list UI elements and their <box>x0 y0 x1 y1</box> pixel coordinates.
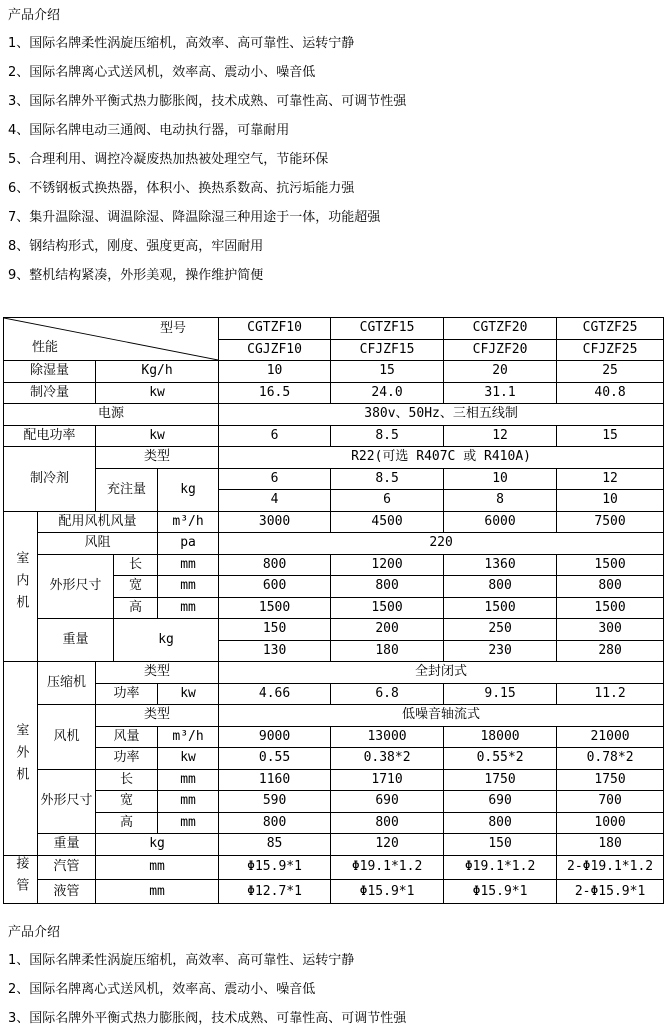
spec-value: 21000 <box>557 726 664 748</box>
spec-table <box>3 317 664 904</box>
spec-value: 6.8 <box>331 683 444 705</box>
table-row <box>4 855 664 879</box>
spec-value: 18000 <box>444 726 557 748</box>
spec-value: 9.15 <box>444 683 557 705</box>
spec-value: 0.55 <box>219 748 331 770</box>
spec-value: 15 <box>331 361 444 383</box>
model-name: CFJZF15 <box>331 339 444 361</box>
spec-unit: mm <box>158 791 219 813</box>
spec-value: 10 <box>444 468 557 490</box>
table-row <box>4 554 664 576</box>
spec-label: 类型 <box>96 705 219 727</box>
footer-feature-item-1: 1、国际名牌柔性涡旋压缩机，高效率、高可靠性、运转宁静 <box>8 953 355 968</box>
table-row <box>4 447 664 469</box>
spec-value: Φ12.7*1 <box>219 879 331 903</box>
spec-value: 2-Φ19.1*1.2 <box>557 855 664 879</box>
spec-unit: kg <box>96 834 219 856</box>
spec-value: 1160 <box>219 769 331 791</box>
spec-label: 功率 <box>96 748 158 770</box>
table-row <box>4 834 664 856</box>
spec-value: 4.66 <box>219 683 331 705</box>
spec-value: 6 <box>331 490 444 512</box>
footer-feature-item-3: 3、国际名牌外平衡式热力膨胀阀，技术成熟、可靠性高、可调节性强 <box>8 1011 407 1026</box>
spec-value: 6 <box>219 468 331 490</box>
spec-value: 1500 <box>557 554 664 576</box>
spec-value: 85 <box>219 834 331 856</box>
spec-label: 制冷量 <box>4 382 96 404</box>
spec-unit: mm <box>158 769 219 791</box>
spec-label: 汽管 <box>38 855 96 879</box>
spec-value: 6 <box>219 425 331 447</box>
spec-value: 8.5 <box>331 468 444 490</box>
table-row <box>4 533 664 555</box>
spec-unit: pa <box>158 533 219 555</box>
spec-value: 700 <box>557 791 664 813</box>
model-name: CFJZF25 <box>557 339 664 361</box>
spec-unit: m³/h <box>158 726 219 748</box>
table-row <box>4 769 664 791</box>
spec-value: 800 <box>219 554 331 576</box>
table-row <box>4 382 664 404</box>
table-row <box>4 748 664 770</box>
feature-item-5: 5、合理利用、调控冷凝废热加热被处理空气，节能环保 <box>8 152 329 167</box>
spec-value: 1500 <box>444 597 557 619</box>
table-row <box>4 662 664 684</box>
feature-item-1: 1、国际名牌柔性涡旋压缩机，高效率、高可靠性、运转宁静 <box>8 36 355 51</box>
spec-value: 10 <box>219 361 331 383</box>
intro-section <box>8 7 406 296</box>
spec-value: 1200 <box>331 554 444 576</box>
model-name: CGTZF25 <box>557 318 664 340</box>
model-name: CGTZF10 <box>219 318 331 340</box>
spec-value: 280 <box>557 640 664 662</box>
table-row <box>4 425 664 447</box>
spec-unit: mm <box>96 855 219 879</box>
spec-unit: Kg/h <box>96 361 219 383</box>
spec-unit: mm <box>96 879 219 903</box>
model-name: CGTZF20 <box>444 318 557 340</box>
spec-value: 1500 <box>219 597 331 619</box>
spec-value: 2-Φ15.9*1 <box>557 879 664 903</box>
spec-unit: kw <box>158 683 219 705</box>
spec-value: 20 <box>444 361 557 383</box>
spec-unit: mm <box>158 554 219 576</box>
spec-value: 4500 <box>331 511 444 533</box>
spec-value: 10 <box>557 490 664 512</box>
spec-value: 800 <box>444 812 557 834</box>
table-row <box>4 468 664 490</box>
feature-item-9: 9、整机结构紧凑，外形美观，操作维护简便 <box>8 268 264 283</box>
spec-value: 380v、50Hz、三相五线制 <box>219 404 664 426</box>
feature-item-6: 6、不锈钢板式换热器，体积小、换热系数高、抗污垢能力强 <box>8 181 355 196</box>
spec-label: 充注量 <box>96 468 158 511</box>
model-name: CGTZF15 <box>331 318 444 340</box>
spec-value: 300 <box>557 619 664 641</box>
footer-feature-item-2: 2、国际名牌离心式送风机，效率高、震动小、噪音低 <box>8 982 316 997</box>
spec-value: 800 <box>444 576 557 598</box>
spec-label: 电源 <box>4 404 219 426</box>
table-row <box>4 511 664 533</box>
group-label-text: 室内机 <box>13 551 29 618</box>
spec-label: 类型 <box>96 662 219 684</box>
spec-value: 0.55*2 <box>444 748 557 770</box>
spec-value: 9000 <box>219 726 331 748</box>
spec-label: 风机 <box>38 705 96 770</box>
spec-value: 800 <box>219 812 331 834</box>
group-label-text: 接管 <box>13 855 29 900</box>
feature-item-2: 2、国际名牌离心式送风机，效率高、震动小、噪音低 <box>8 65 316 80</box>
spec-value: Φ15.9*1 <box>331 879 444 903</box>
footer-intro-section <box>8 924 406 1027</box>
spec-value: R22(可选 R407C 或 R410A) <box>219 447 664 469</box>
table-row <box>4 361 664 383</box>
spec-label: 压缩机 <box>38 662 96 705</box>
spec-value: 12 <box>557 468 664 490</box>
spec-label: 功率 <box>96 683 158 705</box>
feature-item-7: 7、集升温除湿、调温除湿、降温除湿三种用途于一体，功能超强 <box>8 210 381 225</box>
spec-label: 制冷剂 <box>4 447 96 512</box>
spec-value: 25 <box>557 361 664 383</box>
spec-value: 220 <box>219 533 664 555</box>
spec-value: 690 <box>444 791 557 813</box>
model-axis-label: 型号 <box>160 321 187 336</box>
spec-label: 高 <box>114 597 158 619</box>
table-corner-cell <box>4 318 219 361</box>
spec-value: 8 <box>444 490 557 512</box>
spec-value: 600 <box>219 576 331 598</box>
spec-value: 150 <box>219 619 331 641</box>
feature-item-3: 3、国际名牌外平衡式热力膨胀阀，技术成熟、可靠性高、可调节性强 <box>8 94 407 109</box>
table-row <box>4 404 664 426</box>
table-row <box>4 791 664 813</box>
spec-value: 15 <box>557 425 664 447</box>
spec-label: 风量 <box>96 726 158 748</box>
spec-unit: mm <box>158 576 219 598</box>
feature-item-8: 8、钢结构形式，刚度、强度更高，牢固耐用 <box>8 239 264 254</box>
spec-value: 3000 <box>219 511 331 533</box>
group-label-text: 室外机 <box>13 723 29 790</box>
model-name: CGJZF10 <box>219 339 331 361</box>
spec-value: 11.2 <box>557 683 664 705</box>
spec-value: 180 <box>557 834 664 856</box>
table-row <box>4 879 664 903</box>
spec-value: 0.38*2 <box>331 748 444 770</box>
spec-label: 风阻 <box>38 533 158 555</box>
spec-label: 重量 <box>38 834 96 856</box>
spec-label: 重量 <box>38 619 114 662</box>
spec-value: Φ15.9*1 <box>219 855 331 879</box>
spec-label: 宽 <box>114 576 158 598</box>
intro-title: 产品介绍 <box>8 8 61 23</box>
spec-unit: kg <box>114 619 219 662</box>
spec-value: 31.1 <box>444 382 557 404</box>
spec-value: 4 <box>219 490 331 512</box>
spec-label: 高 <box>96 812 158 834</box>
spec-value: Φ15.9*1 <box>444 879 557 903</box>
spec-value: Φ19.1*1.2 <box>331 855 444 879</box>
table-row <box>4 318 664 340</box>
spec-label: 液管 <box>38 879 96 903</box>
spec-value: 1710 <box>331 769 444 791</box>
spec-value: 全封闭式 <box>219 662 664 684</box>
spec-unit: mm <box>158 812 219 834</box>
spec-unit: kw <box>158 748 219 770</box>
spec-value: 低噪音轴流式 <box>219 705 664 727</box>
spec-unit: kw <box>96 382 219 404</box>
spec-value: 1750 <box>557 769 664 791</box>
table-row <box>4 683 664 705</box>
spec-value: 690 <box>331 791 444 813</box>
spec-value: 8.5 <box>331 425 444 447</box>
feature-item-4: 4、国际名牌电动三通阀、电动执行器，可靠耐用 <box>8 123 290 138</box>
spec-value: 6000 <box>444 511 557 533</box>
spec-unit: mm <box>158 597 219 619</box>
spec-value: 40.8 <box>557 382 664 404</box>
spec-unit: kw <box>96 425 219 447</box>
footer-intro-title: 产品介绍 <box>8 925 61 940</box>
spec-label: 配用风机风量 <box>38 511 158 533</box>
spec-value: 7500 <box>557 511 664 533</box>
model-name: CFJZF20 <box>444 339 557 361</box>
spec-value: 0.78*2 <box>557 748 664 770</box>
group-label-indoor-unit <box>4 511 38 662</box>
table-row <box>4 705 664 727</box>
spec-value: 120 <box>331 834 444 856</box>
spec-value: 1000 <box>557 812 664 834</box>
performance-axis-label: 性能 <box>32 340 59 356</box>
spec-label: 外形尺寸 <box>38 554 114 619</box>
spec-value: 1500 <box>331 597 444 619</box>
group-label-outdoor-unit <box>4 662 38 856</box>
spec-label: 长 <box>114 554 158 576</box>
spec-value: 590 <box>219 791 331 813</box>
spec-label: 除湿量 <box>4 361 96 383</box>
spec-value: 250 <box>444 619 557 641</box>
spec-value: 1360 <box>444 554 557 576</box>
spec-unit: m³/h <box>158 511 219 533</box>
spec-value: 200 <box>331 619 444 641</box>
spec-value: 130 <box>219 640 331 662</box>
spec-value: 800 <box>331 812 444 834</box>
spec-label: 长 <box>96 769 158 791</box>
spec-value: 24.0 <box>331 382 444 404</box>
group-label-piping <box>4 855 38 904</box>
spec-value: 12 <box>444 425 557 447</box>
spec-value: 16.5 <box>219 382 331 404</box>
spec-value: 1500 <box>557 597 664 619</box>
table-row <box>4 812 664 834</box>
spec-value: Φ19.1*1.2 <box>444 855 557 879</box>
spec-value: 800 <box>557 576 664 598</box>
spec-value: 800 <box>331 576 444 598</box>
table-row <box>4 726 664 748</box>
spec-value: 1750 <box>444 769 557 791</box>
spec-value: 230 <box>444 640 557 662</box>
spec-label: 宽 <box>96 791 158 813</box>
table-row <box>4 619 664 641</box>
spec-unit: kg <box>158 468 219 511</box>
spec-label: 外形尺寸 <box>38 769 96 834</box>
spec-value: 13000 <box>331 726 444 748</box>
spec-label: 配电功率 <box>4 425 96 447</box>
spec-label: 类型 <box>96 447 219 469</box>
spec-value: 150 <box>444 834 557 856</box>
spec-value: 180 <box>331 640 444 662</box>
